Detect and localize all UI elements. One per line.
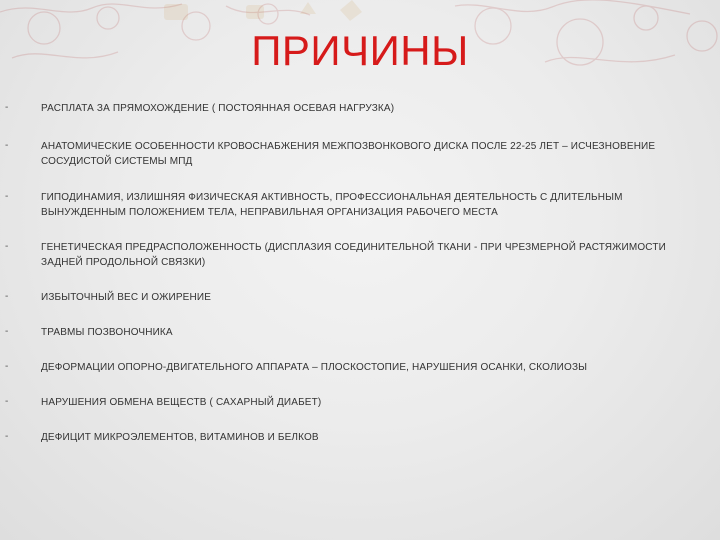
list-item-text: РАСПЛАТА ЗА ПРЯМОХОЖДЕНИЕ ( ПОСТОЯННАЯ ОСЕВАЯ НАГРУЗКА) (41, 103, 395, 114)
dash-bullet: - (5, 140, 9, 151)
list-item-text: ГИПОДИНАМИЯ, ИЗЛИШНЯЯ ФИЗИЧЕСКАЯ АКТИВНОСТЬ, ПРОФЕССИОНАЛЬНАЯ ДЕЯТЕЛЬНОСТЬ С ДЛИТЕЛЬНЫМ ВЫНУЖДЕННЫМ ПОЛОЖЕНИЕМ ТЕЛА, НЕПРАВИЛЬНАЯ ОРГАНИЗАЦИЯ РАБОЧЕГО МЕСТА (41, 192, 623, 218)
dash-bullet: - (5, 396, 9, 407)
dash-bullet: - (5, 326, 9, 337)
dash-bullet: - (5, 241, 9, 252)
dash-bullet: - (5, 431, 9, 442)
list-item-text: НАРУШЕНИЯ ОБМЕНА ВЕЩЕСТВ ( САХАРНЫЙ ДИАБЕТ) (41, 397, 322, 408)
list-item-text: ДЕФИЦИТ МИКРОЭЛЕМЕНТОВ, ВИТАМИНОВ И БЕЛКОВ (41, 432, 319, 443)
dash-bullet: - (5, 291, 9, 302)
list-item-text: ГЕНЕТИЧЕСКАЯ ПРЕДРАСПОЛОЖЕННОСТЬ (ДИСПЛАЗИЯ СОЕДИНИТЕЛЬНОЙ ТКАНИ - ПРИ ЧРЕЗМЕРНОЙ РАСТЯЖИМОСТИ ЗАДНЕЙ ПРОДОЛЬНОЙ СВЯЗКИ) (41, 242, 666, 268)
slide-title: ПРИЧИНЫ (251, 27, 469, 74)
dash-bullet: - (5, 191, 9, 202)
dash-bullet: - (5, 102, 9, 113)
dash-bullet: - (5, 361, 9, 372)
list-item-text: АНАТОМИЧЕСКИЕ ОСОБЕННОСТИ КРОВОСНАБЖЕНИЯ МЕЖПОЗВОНКОВОГО ДИСКА ПОСЛЕ 22-25 ЛЕТ – ИСЧЕЗНОВЕНИЕ СОСУДИСТОЙ СИСТЕМЫ МПД (41, 141, 656, 167)
list-item-text: ДЕФОРМАЦИИ ОПОРНО-ДВИГАТЕЛЬНОГО АППАРАТА – ПЛОСКОСТОПИЕ, НАРУШЕНИЯ ОСАНКИ, СКОЛИОЗЫ (41, 362, 588, 373)
list-item-text: ТРАВМЫ ПОЗВОНОЧНИКА (41, 327, 173, 338)
list-item-text: ИЗБЫТОЧНЫЙ ВЕС И ОЖИРЕНИЕ (41, 292, 212, 303)
